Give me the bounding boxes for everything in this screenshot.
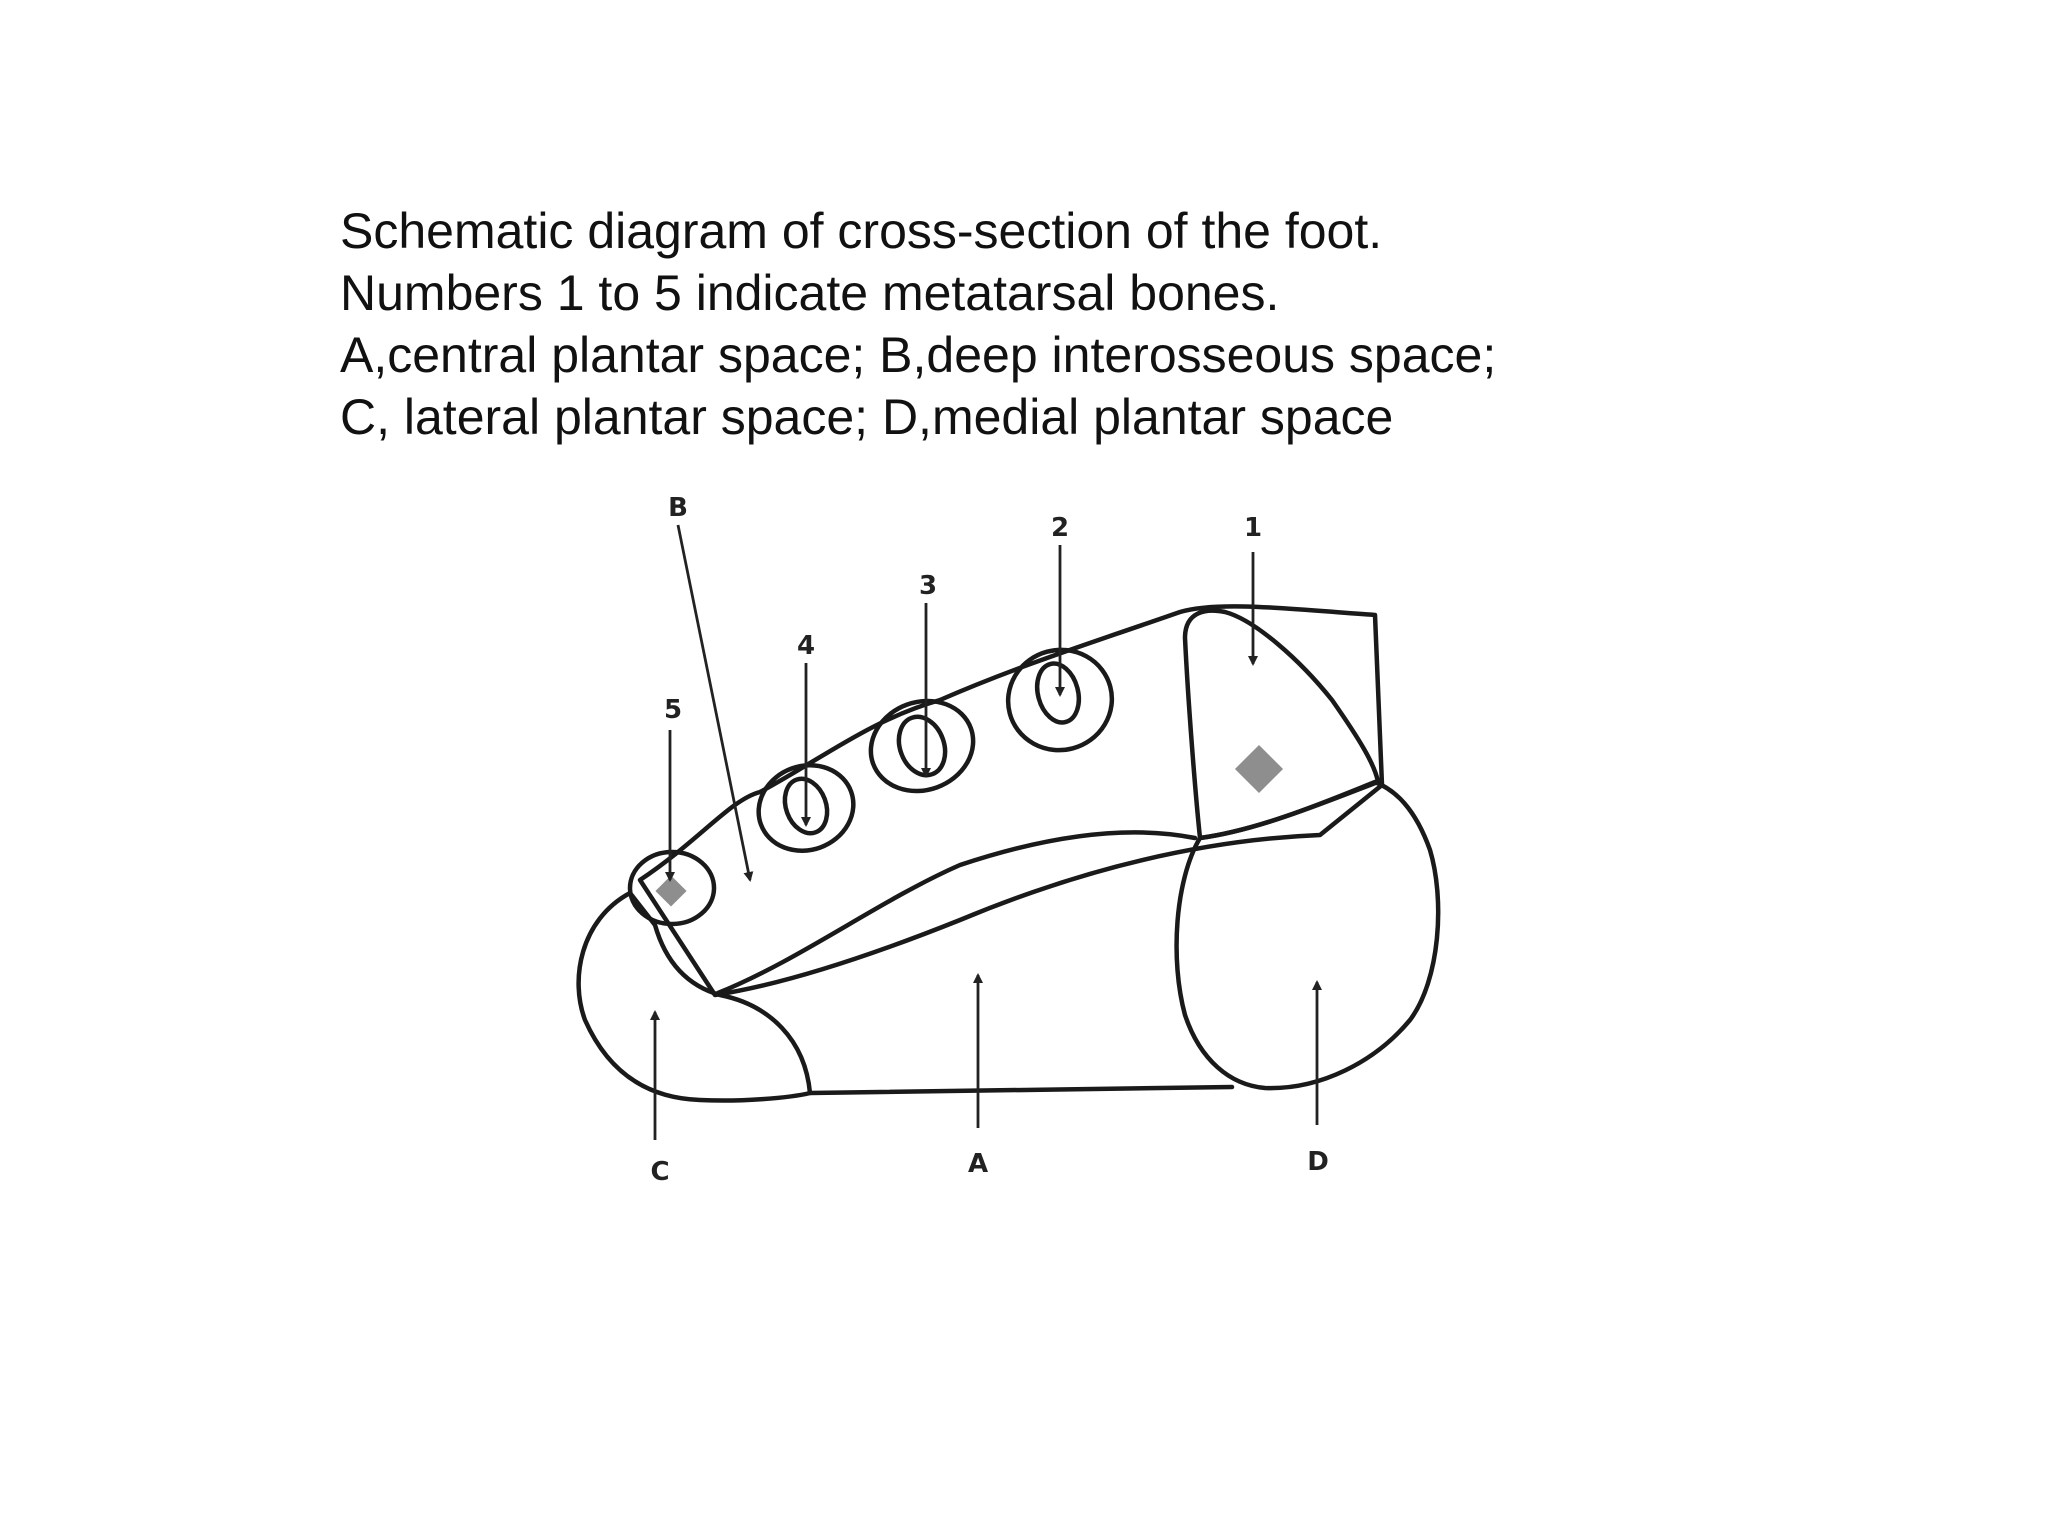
label-space-d: D: [1307, 1147, 1329, 1177]
medial-plantar-space: [1177, 782, 1439, 1088]
lateral-plantar-space: [579, 893, 810, 1101]
foot-outline: [640, 606, 1382, 995]
caption-line-spaces-ab: A,central plantar space; B,deep interosseous space;: [340, 327, 1497, 383]
first-metatarsal-marker: [1235, 745, 1283, 793]
label-bone-1: 1: [1243, 513, 1263, 543]
fifth-metatarsal-marker: [655, 875, 686, 906]
central-plantar-space-outline: [810, 1087, 1232, 1093]
first-metatarsal-bone: [1185, 611, 1378, 838]
label-bone-2: 2: [1050, 513, 1070, 543]
label-bone-4: 4: [796, 631, 816, 661]
space-b-pointer: [678, 525, 750, 880]
label-space-c: C: [650, 1157, 670, 1187]
third-metatarsal-inner: [891, 710, 953, 781]
label-bone-3: 3: [918, 571, 938, 601]
caption-line-title: Schematic diagram of cross-section of the foot.: [340, 203, 1383, 259]
label-bone-5: 5: [663, 695, 683, 725]
label-space-a: A: [967, 1149, 989, 1179]
second-metatarsal-inner: [1031, 659, 1085, 727]
caption-line-bones: Numbers 1 to 5 indicate metatarsal bones.: [340, 265, 1280, 321]
caption-line-spaces-cd: C, lateral plantar space; D,medial plantar space: [340, 389, 1394, 445]
central-space-roof: [718, 832, 1195, 993]
label-space-b: B: [668, 493, 688, 523]
